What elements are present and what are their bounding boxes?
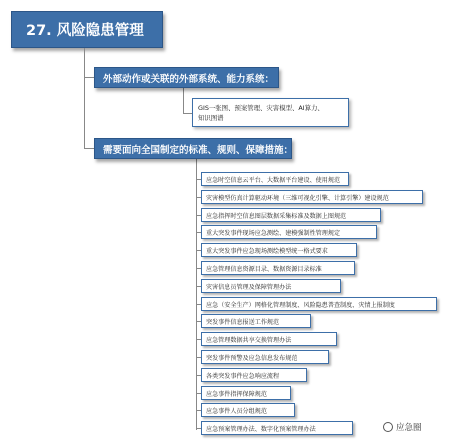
standard-item: 灾害模型仿真计算驱动环境（三维可视化引擎、计算引擎）建设规范 (201, 190, 423, 204)
standard-item: 应急时空信息云平台、大数据平台建设、使用规范 (201, 172, 349, 186)
standard-item: 灾害信息员管理及保障管理办法 (201, 279, 341, 293)
standard-item: 突发事件预警及应急信息发布规范 (201, 350, 329, 364)
standard-item: 重大突发事件应急现场测绘模型统一格式要求 (201, 243, 357, 257)
connector-note (183, 113, 192, 114)
standard-item: 应急预案管理办法、数字化预案管理办法 (201, 421, 353, 435)
standard-item: 应急管理数据共享交换管理办法 (201, 332, 337, 346)
external-systems-note (192, 98, 349, 127)
page-title: 27. 风险隐患管理 (11, 11, 163, 48)
watermark-text: 应急圈 (396, 423, 422, 433)
connector-trunk (84, 48, 85, 148)
search-icon (383, 422, 393, 432)
note-line: 知识图谱 (198, 114, 224, 122)
standard-item: 各类突发事件应急响应流程 (201, 368, 307, 382)
standard-item: 应急（安全生产）网格化管理制度、风险隐患普查制度、灾情上报制度 (201, 297, 437, 311)
connector-section1 (84, 77, 94, 78)
standard-item: 应急事件指挥保障规范 (201, 386, 291, 400)
connector-note-vertical (183, 87, 184, 113)
section-external-systems-heading: 外部动作或关联的外部系统、能力系统： (94, 67, 279, 88)
standard-item: 应急事件人员分组规范 (201, 403, 295, 417)
watermark (383, 421, 422, 433)
standard-item: 重大突发事件现场应急测绘、建模强制性管理规定 (201, 225, 377, 239)
note-line: GIS一张图、预案管理、灾害模型、AI算力、 (198, 104, 324, 112)
standard-item: 应急指挥时空信息图层数据采集标准及数据上图规范 (201, 208, 381, 222)
connector-items-trunk (196, 158, 197, 430)
section-standards-heading: 需要面向全国制定的标准、规则、保障措施： (94, 138, 292, 159)
standard-item: 应急管理信息资源目录、数据资源目录标准 (201, 261, 355, 275)
standard-item: 突发事件信息报送工作规范 (201, 314, 311, 328)
connector-section2 (84, 148, 94, 149)
